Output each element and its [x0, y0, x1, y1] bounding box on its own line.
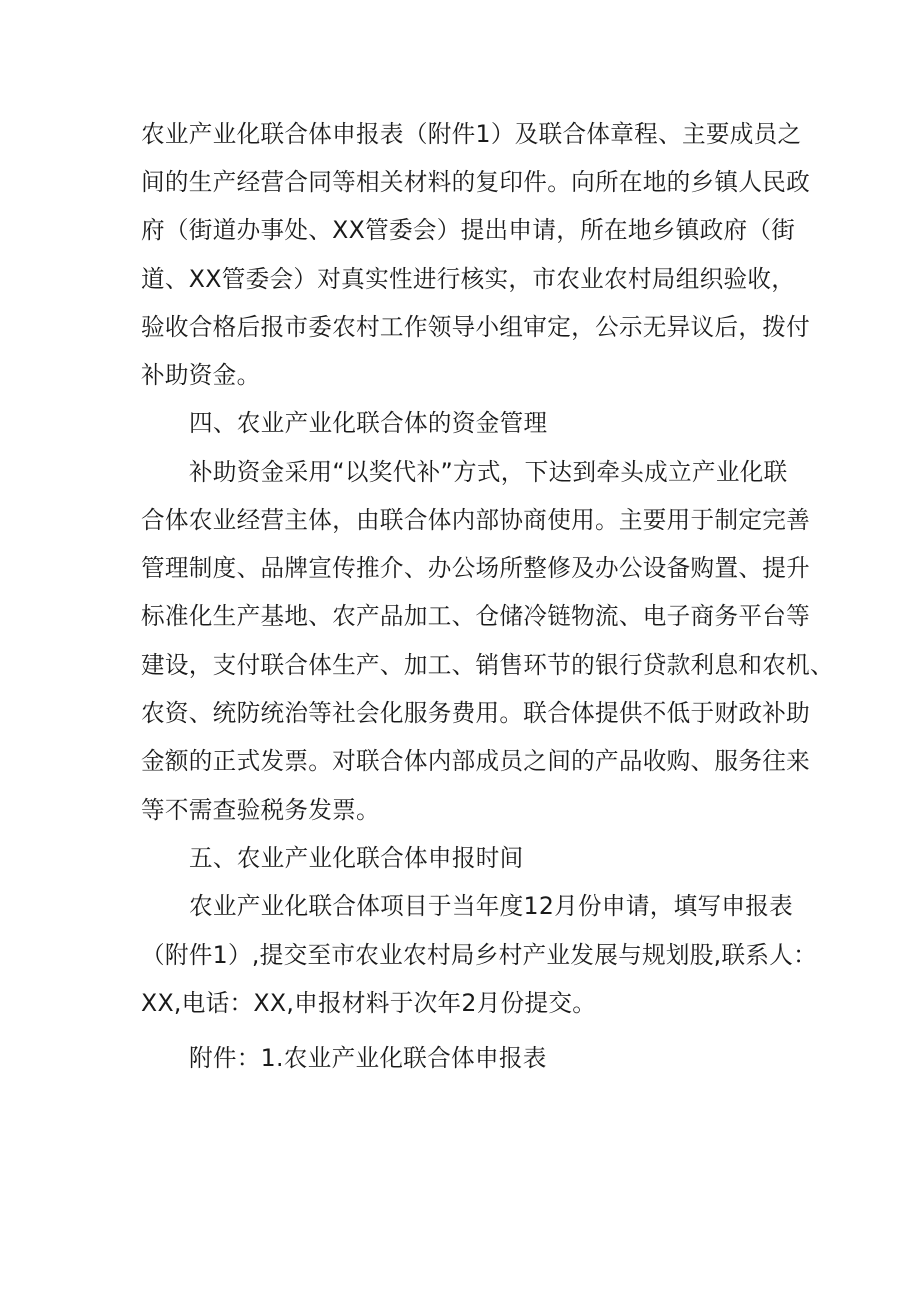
paragraph-line: 补助资金采用“以奖代补”方式，下达到牵头成立产业化联: [189, 458, 788, 486]
paragraph-line: 管理制度、品牌宣传推介、办公场所整修及办公设备购置、提升: [141, 554, 811, 582]
paragraph-line: 道、XX管委会）对真实性进行核实，市农业农村局组织验收，: [141, 265, 796, 293]
paragraph-line: 等不需查验税务发票。: [141, 796, 380, 824]
section-heading-4: 四、农业产业化联合体的资金管理: [189, 409, 548, 437]
paragraph-line: 标准化生产基地、农产品加工、仓储冷链物流、电子商务平台等: [141, 602, 811, 630]
attachment-line: 附件：1.农业产业化联合体申报表: [189, 1044, 547, 1072]
paragraph-line: 间的生产经营合同等相关材料的复印件。向所在地的乡镇人民政: [141, 168, 811, 196]
paragraph-line: 合体农业经营主体，由联合体内部协商使用。主要用于制定完善: [141, 506, 811, 534]
paragraph-line: 验收合格后报市委农村工作领导小组审定，公示无异议后，拨付: [141, 313, 811, 341]
paragraph-line: （附件1）,提交至市农业农村局乡村产业发展与规划股,联系人：: [141, 941, 818, 969]
paragraph-line: 府（街道办事处、XX管委会）提出申请，所在地乡镇政府（街: [141, 216, 796, 244]
paragraph-line: 农资、统防统治等社会化服务费用。联合体提供不低于财政补助: [141, 699, 811, 727]
paragraph-line: 农业产业化联合体项目于当年度12月份申请，填写申报表: [189, 892, 794, 920]
paragraph-line: 农业产业化联合体申报表（附件1）及联合体章程、主要成员之: [141, 120, 802, 148]
paragraph-line: XX,电话：XX,申报材料于次年2月份提交。: [141, 989, 597, 1017]
paragraph-line: 金额的正式发票。对联合体内部成员之间的产品收购、服务往来: [141, 747, 811, 775]
paragraph-line: 建设，支付联合体生产、加工、销售环节的银行贷款利息和农机、: [141, 651, 834, 679]
section-heading-5: 五、农业产业化联合体申报时间: [189, 844, 524, 872]
paragraph-line: 补助资金。: [141, 361, 261, 389]
